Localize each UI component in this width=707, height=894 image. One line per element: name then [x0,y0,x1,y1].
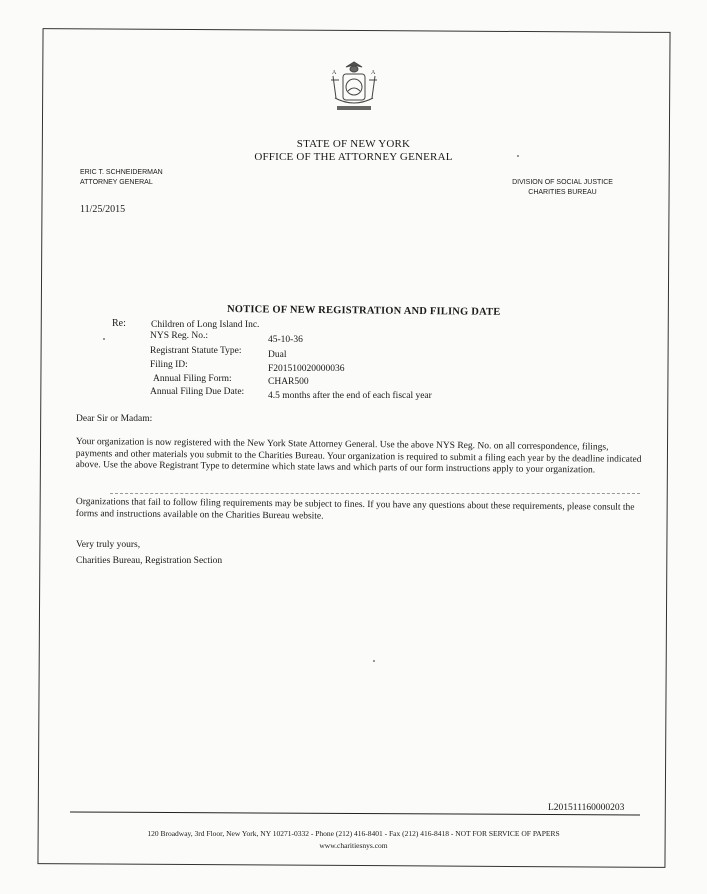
notice-title: NOTICE OF NEW REGISTRATION AND FILING DATE [226,304,501,318]
closing: Very truly yours, [76,540,141,550]
footer-website: www.charitiesnys.com [319,841,388,850]
letter-date: 11/25/2015 [80,204,126,215]
salutation: Dear Sir or Madam: [76,414,153,424]
field-label: NYS Reg. No.: [150,331,209,341]
field-label: Annual Filing Due Date: [150,387,245,397]
signature: Charities Bureau, Registration Section [76,556,223,566]
re-label: Re: [112,318,126,329]
attorney-general-title: ATTORNEY GENERAL [80,179,153,186]
field-value: F201510020000036 [268,364,345,374]
field-label: Registrant Statute Type: [150,346,242,356]
paragraph-registration: Your organization is now registered with the New York State Attorney General. Use the above NYS Reg. No. on all correspondence, filings, payments and other materials you submit to the Charities Bureau. Your organization is required to submit a filing each year by the deadline indicated above. Use the above Registrant Type to determine which state laws and which parts of our form instructions apply to your organization. [75,437,642,476]
new-york-state-seal-icon [327,58,381,118]
division-name: DIVISION OF SOCIAL JUSTICE [512,179,613,186]
svg-text:A: A [371,70,376,76]
organization-name: Children of Long Island Inc. [151,320,260,330]
scan-speck [103,338,105,340]
bureau-name: CHARITIES BUREAU [528,189,597,196]
svg-text:A: A [332,70,337,76]
attorney-general-name: ERIC T. SCHNEIDERMAN [80,169,163,176]
field-value: 45-10-36 [268,335,303,345]
scan-artifact-line [110,493,640,494]
field-value: 4.5 months after the end of each fiscal year [268,391,432,401]
field-value: CHAR500 [268,377,309,387]
footer-address: 120 Broadway, 3rd Floor, New York, NY 10271-0332 - Phone (212) 416-8401 - Fax (212) 416-8418 - NOT FOR SERVICE OF PAPERS [147,829,560,838]
scan-speck [517,155,519,157]
state-heading: STATE OF NEW YORK [296,138,411,150]
scan-speck [373,660,375,662]
field-value: Dual [268,350,287,360]
paragraph-fines: Organizations that fail to follow filing requirements may be subject to fines. If you have any questions about these requirements, please consult the forms and instructions available on the Charities Bureau website. [75,497,635,522]
document-number: L201511160000203 [548,803,625,813]
field-label: Annual Filing Form: [153,374,232,384]
office-heading: OFFICE OF THE ATTORNEY GENERAL [254,151,453,163]
field-label: Filing ID: [150,360,188,370]
